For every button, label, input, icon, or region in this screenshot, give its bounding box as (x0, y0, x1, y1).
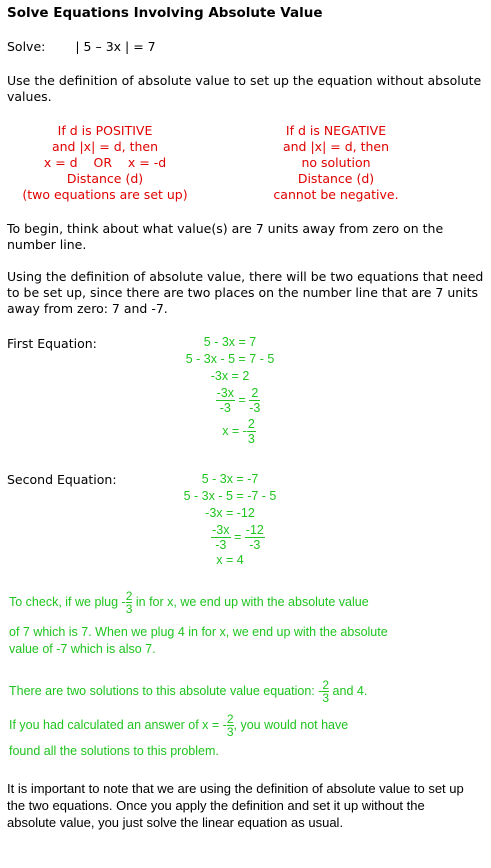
first-equation-label: First Equation: (7, 336, 97, 351)
check-line-3: value of -7 which is also 7. (9, 642, 156, 656)
numerator: 2 (322, 678, 330, 692)
warning-line-1 (9, 713, 348, 738)
solve-line (7, 39, 156, 54)
numerator: -3x (216, 386, 234, 400)
positive-rule-line: If d is POSITIVE (57, 123, 153, 138)
warning-text: If you had calculated an answer of x = - (9, 717, 227, 732)
check-text: To check, if we plug - (9, 594, 126, 609)
negative-rule-line: no solution (301, 155, 371, 170)
second-equation-label: Second Equation: (7, 472, 117, 487)
numerator: -3x (212, 523, 230, 537)
second-step-3: -3x = -12 (205, 506, 255, 520)
warning-line-2: found all the solutions to this problem. (9, 744, 219, 758)
positive-rule-line: and |x| = d, then (51, 139, 159, 154)
first-result (160, 417, 300, 446)
intro-paragraph: Use the definition of absolute value to set up the equation without absolute values. (7, 73, 482, 104)
denominator: 3 (226, 725, 234, 739)
check-text: in for x, we end up with the absolute value (132, 594, 369, 609)
denominator: 3 (322, 691, 330, 705)
second-rhs-fraction (245, 523, 265, 552)
positive-rule-line: (two equations are set up) (22, 187, 188, 202)
solutions-text: There are two solutions to this absolute value equation: - (9, 683, 323, 698)
negative-rule-line: Distance (d) (297, 171, 375, 186)
result-prefix: x = - (222, 423, 247, 438)
denominator: -3 (249, 401, 261, 415)
positive-rule-line: Distance (d) (66, 171, 144, 186)
numerator: 2 (249, 386, 260, 401)
check-line-2: of 7 which is 7. When we plug 4 in for x, we end up with the absolute (9, 625, 388, 639)
second-step-2: 5 - 3x - 5 = -7 - 5 (183, 489, 277, 503)
negative-rule-line: If d is NEGATIVE (285, 123, 387, 138)
second-equation-work (160, 471, 300, 568)
numerator: -12 (245, 523, 264, 537)
paragraph-number-line: To begin, think about what value(s) are 7 units away from zero on the number line. (7, 221, 444, 252)
numerator: 2 (247, 417, 255, 431)
second-lhs-fraction (211, 523, 230, 552)
second-result: x = 4 (216, 553, 244, 567)
equals-sign: = (233, 529, 242, 544)
negative-rule-line: and |x| = d, then (282, 139, 390, 154)
first-lhs-fraction (216, 386, 235, 415)
solutions-line (9, 679, 367, 704)
closing-paragraph: It is important to note that we are using the definition of absolute value to set up the two equations. Once you apply the definition and set it up without the absolute value, you just solve the linear equation as usual. (7, 781, 464, 830)
denominator: 3 (125, 602, 133, 616)
denominator: -3 (215, 538, 227, 552)
second-step-1: 5 - 3x = -7 (201, 472, 259, 486)
second-step-4 (160, 523, 300, 552)
first-step-3: -3x = 2 (210, 369, 250, 383)
first-equation-work (160, 334, 300, 446)
denominator: 3 (247, 432, 255, 446)
positive-rule (10, 123, 200, 203)
denominator: -3 (219, 401, 231, 415)
solve-label: Solve: (7, 39, 46, 54)
paragraph-two-equations: Using the definition of absolute value, there will be two equations that need to be set up, since there are two places on the number line that are 7 units away from zero: 7 and -7. (7, 269, 484, 316)
negative-rule-line: cannot be negative. (273, 187, 399, 202)
first-step-4 (160, 386, 300, 415)
first-step-1: 5 - 3x = 7 (203, 335, 257, 349)
warning-fraction (227, 713, 234, 738)
negative-rule (258, 123, 414, 203)
warning-text: , you would not have (233, 717, 349, 732)
check-line-1 (9, 590, 369, 615)
page-title: Solve Equations Involving Absolute Value (7, 5, 323, 21)
first-result-fraction (247, 417, 256, 446)
equals-sign: = (238, 392, 246, 407)
first-rhs-fraction (249, 386, 260, 415)
positive-rule-line: x = d OR x = -d (43, 155, 167, 170)
solutions-text: and 4. (329, 683, 368, 698)
solve-equation: | 5 – 3x | = 7 (75, 39, 156, 54)
numerator: 2 (226, 712, 234, 726)
numerator: 2 (125, 589, 133, 603)
first-step-2: 5 - 3x - 5 = 7 - 5 (185, 352, 275, 366)
denominator: -3 (249, 538, 261, 552)
